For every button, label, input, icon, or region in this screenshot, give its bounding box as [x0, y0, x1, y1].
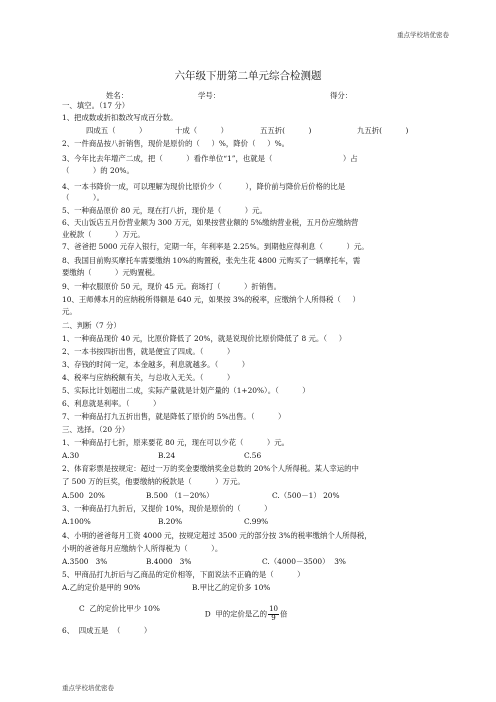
- option-b: B.4000 3%: [146, 557, 192, 566]
- option-c: C.99%: [244, 517, 269, 526]
- option-c: C.56: [244, 451, 262, 460]
- question-text: 6、天山饭店五月份营业额为 300 万元，如果按营业额的 5%缴纳营业税，五月份应缴纳营: [62, 218, 359, 227]
- judge-item: 4、税率与应纳税额有关，与总收入无关。（ ）: [62, 373, 235, 382]
- question-text: 10、王师傅本月的应纳税所得额是 640 元，如果按 3%的税率，应缴纳个人所得税（ ）: [62, 295, 360, 304]
- section-heading-choice: 三、选择。（20 分）: [62, 425, 130, 434]
- option-d: [200, 597, 287, 622]
- judge-item: 7、一种商品打九五折出售，就是降低了原价的 5%出售。（ ）: [62, 412, 286, 421]
- section-heading-fill: 一、填空。（17 分）: [62, 101, 130, 110]
- page-header: 重点学校培优密卷: [397, 31, 449, 39]
- option-a: A.500 20%: [62, 491, 105, 500]
- question-text: 5、甲商品打九折后与乙商品的定价相等，下面说法不正确的是（ ）: [62, 570, 305, 579]
- judge-item: 2、一本书按四折出售，就是便宜了四成。（ ）: [62, 347, 235, 356]
- question-text: 9、一种衣服原价 50 元，现价 45 元。商场打（ ）折销售。: [62, 282, 281, 291]
- question-text: 3、今年比去年增产二成，把（ ）看作单位“1”，也就是（ ）占: [62, 154, 358, 163]
- question-text: 4、小明的爸爸每月工资 4000 元，按规定超过 3500 元的部分按 3%的税率缴纳个人所得税，: [62, 531, 372, 540]
- option-b: B.500 （1－20%）: [146, 491, 214, 500]
- fraction-numerator: 10: [269, 605, 278, 613]
- question-text: 7、爸爸把 5000 元存入银行，定期一年，年利率是 2.25%。到期他应得利息（ ）元。: [62, 242, 369, 251]
- question-text: （ ）的 20%。: [62, 166, 134, 175]
- page-title: 六年级下册第二单元综合检测题: [174, 70, 322, 82]
- question-text: 3、一种商品打九折后，又提价 10%，现价是原价的（ ）: [62, 504, 272, 513]
- question-text: 2、体育彩票是按规定：超过一万的奖金要缴纳奖金总数的 20%个人所得税。某人幸运的中: [62, 464, 359, 473]
- answer-blank-item: 十成（ ）: [175, 126, 229, 135]
- question-text: 1、一种商品打七折，原来要花 80 元，现在可以少花（ ）元。: [62, 438, 290, 447]
- option-c: C.（4000－3500） 3%: [262, 557, 346, 566]
- option-c: C 乙的定价比甲少 10%: [79, 604, 160, 613]
- question-text: 元。: [62, 307, 77, 316]
- option-d-text: D 甲的定价是乙的: [204, 609, 268, 619]
- answer-blank-item: 四成五（ ）: [86, 126, 147, 135]
- option-a: A.30: [62, 451, 80, 460]
- question-text: 了 500 万的巨奖，他要缴纳的税款是（ ）万元。: [62, 477, 245, 486]
- option-c: C.（500－1） 20%: [272, 491, 340, 500]
- answer-blank-item: 九五折( ): [357, 126, 409, 135]
- fraction-denominator: 9: [271, 613, 276, 622]
- question-text: 4、一本书降价一成，可以理解为现价比原价少（ ），降价前与降价后价格的比是: [62, 182, 346, 191]
- fraction: [268, 606, 279, 622]
- question-text: 5、一种商品原价 80 元，现在打八折，现价是（ ）元。: [62, 206, 267, 215]
- fraction-suffix: 倍: [279, 609, 288, 619]
- judge-item: 6、利息就是利率。（ ）: [62, 399, 161, 408]
- question-text: （ ）。: [62, 193, 104, 202]
- option-a: A.100%: [62, 517, 91, 526]
- judge-item: 5、实际比计划超出二成，实际产量就是计划产量的（1+20%）。（ ）: [62, 386, 310, 395]
- score-label: 得分：: [330, 91, 353, 100]
- option-b: B.20%: [158, 517, 183, 526]
- question-text: 6、 四成五是 （ ）: [62, 626, 152, 635]
- option-a: A.乙的定价是甲的 90%: [62, 583, 141, 592]
- section-heading-judge: 二、判断（7 分）: [62, 321, 121, 330]
- question-text: 业税款（ ）万元。: [62, 230, 145, 239]
- option-a: A.3500 3%: [62, 557, 108, 566]
- student-number-label: 学号：: [198, 91, 221, 100]
- option-b: B.24: [158, 451, 176, 460]
- question-text: 要缴纳（ ）元购置税。: [62, 268, 160, 277]
- question-text: 小明的爸爸每月应缴纳个人所得税为（ ）。: [62, 544, 223, 553]
- judge-item: 3、存钱的时间一定，本金越多，利息就越多。（ ）: [62, 360, 250, 369]
- question-text: 1、把成数或折扣数改写成百分数。: [62, 113, 178, 122]
- name-label: 姓名：: [106, 91, 129, 100]
- question-text: 2、一件商品按八折销售，现价是原价的（ ）%，降价（ ）%。: [62, 139, 290, 148]
- option-b: B.甲比乙的定价多 10%: [192, 583, 271, 592]
- judge-item: 1、一种商品现价 40 元，比原价降低了 20%，就是说现价比原价降低了 8 元。（ ）: [62, 334, 347, 343]
- answer-blank-item: 五五折( ): [260, 126, 312, 135]
- page-footer: 重点学校培优密卷: [62, 684, 114, 692]
- question-text: 8、我国目前购买摩托车需要缴纳 10%的购置税，张先生花 4800 元购买了一辆摩托车，需: [62, 256, 361, 265]
